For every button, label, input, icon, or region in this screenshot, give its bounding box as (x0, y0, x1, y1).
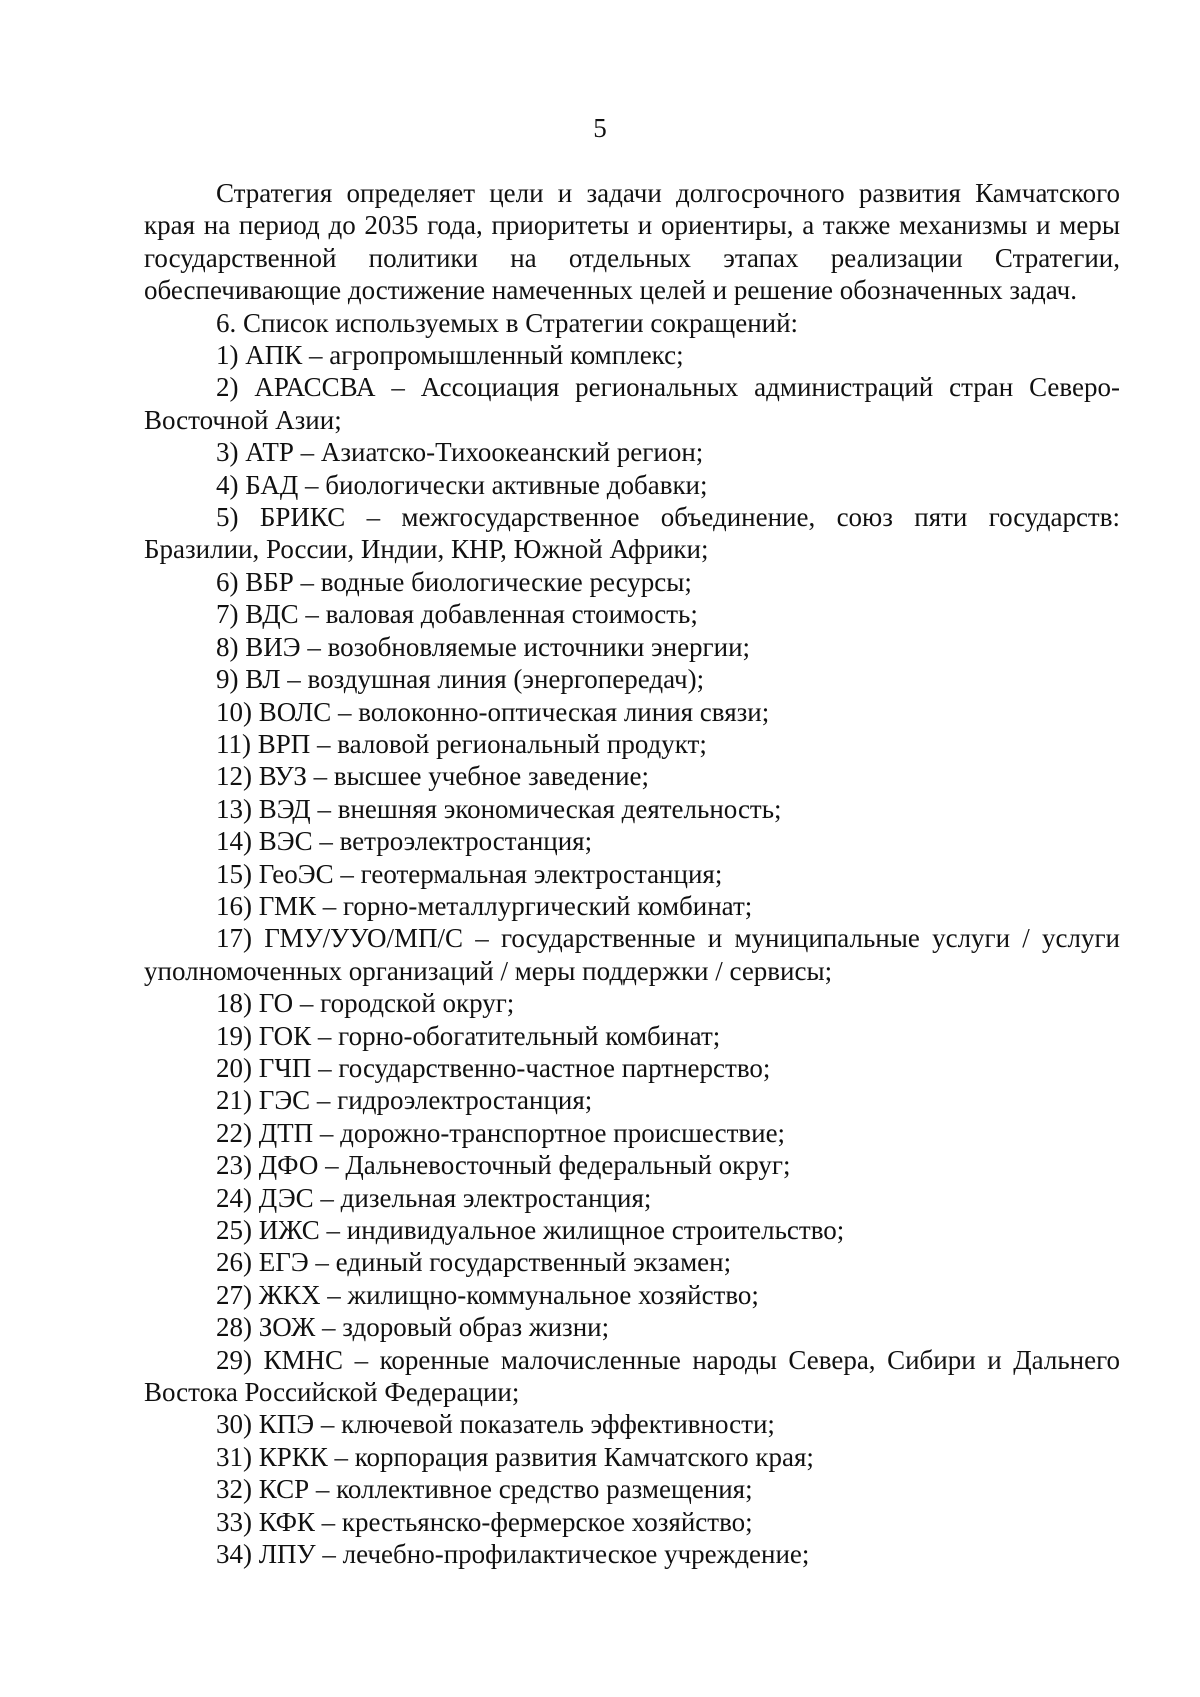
list-item: 22) ДТП – дорожно-транспортное происшествие; (216, 1117, 786, 1148)
list-item: 9) ВЛ – воздушная линия (энергопередач); (216, 664, 705, 695)
intro-paragraph: Стратегия определяет цели и задачи долгосрочного развития Камчатского края на период до 2035 года, приоритеты и ориентиры, а также механизмы и меры государственной политики на отдельных этапах реализации Стратегии, обеспечивающие достижение намеченных целей и решение обозначенных задач. (144, 178, 1120, 306)
list-item: 25) ИЖС – индивидуальное жилищное строительство; (216, 1215, 845, 1245)
list-item: 23) ДФО – Дальневосточный федеральный округ; (216, 1150, 791, 1181)
list-item: 29) КМНС – коренные малочисленные народы Севера, Сибири и Дальнего Востока Российской Федерации; (144, 1344, 1120, 1408)
list-item: 14) ВЭС – ветроэлектростанция; (216, 826, 593, 857)
list-item: 4) БАД – биологически активные добавки; (216, 469, 708, 500)
list-item: 17) ГМУ/УУО/МП/С – государственные и муниципальные услуги / услуги уполномоченных организаций / меры поддержки / сервисы; (144, 923, 1120, 986)
list-item: 10) ВОЛС – волоконно-оптическая линия связи; (216, 696, 770, 727)
list-item: 21) ГЭС – гидроэлектростанция; (216, 1085, 593, 1116)
list-item: 24) ДЭС – дизельная электростанция; (216, 1182, 652, 1213)
list-item: 20) ГЧП – государственно-частное партнерство; (216, 1052, 771, 1083)
list-item: 31) КРКК – корпорация развития Камчатского края; (216, 1441, 814, 1472)
list-item: 11) ВРП – валовой региональный продукт; (216, 728, 707, 759)
list-item: 5) БРИКС – межгосударственное объединение, союз пяти государств: Бразилии, России, Индии, КНР, Южной Африки; (144, 502, 1120, 565)
list-item: 28) ЗОЖ – здоровый образ жизни; (216, 1312, 610, 1343)
list-item: 12) ВУЗ – высшее учебное заведение; (216, 761, 650, 792)
list-item: 7) ВДС – валовая добавленная стоимость; (216, 599, 698, 630)
list-item: 8) ВИЭ – возобновляемые источники энергии; (216, 631, 751, 662)
list-item: 30) КПЭ – ключевой показатель эффективности; (216, 1409, 775, 1440)
list-item: 6) ВБР – водные биологические ресурсы; (216, 566, 692, 597)
list-item: 27) ЖКХ – жилищно-коммунальное хозяйство; (216, 1279, 759, 1310)
abbreviation-list (144, 339, 1120, 1570)
list-item: 32) КСР – коллективное средство размещения; (216, 1474, 753, 1505)
list-item: 16) ГМК – горно-металлургический комбинат; (216, 890, 753, 921)
document-body (144, 177, 1120, 1570)
list-item: 18) ГО – городской округ; (216, 988, 515, 1019)
list-item: 34) ЛПУ – лечебно-профилактическое учреждение; (216, 1539, 810, 1570)
page-number: 5 (593, 113, 607, 143)
list-item: 2) АРАССВА – Ассоциация региональных администраций стран Северо-Восточной Азии; (144, 372, 1120, 435)
list-item: 19) ГОК – горно-обогатительный комбинат; (216, 1020, 721, 1051)
list-item: 26) ЕГЭ – единый государственный экзамен; (216, 1247, 732, 1278)
list-item: 15) ГеоЭС – геотермальная электростанция; (216, 858, 723, 889)
list-item: 13) ВЭД – внешняя экономическая деятельность; (216, 793, 782, 824)
section-heading: 6. Список используемых в Стратегии сокращений: (216, 307, 799, 338)
list-item: 1) АПК – агропромышленный комплекс; (216, 340, 684, 371)
list-item: 33) КФК – крестьянско-фермерское хозяйство; (216, 1506, 753, 1537)
list-item: 3) АТР – Азиатско-Тихоокеанский регион; (216, 437, 704, 468)
